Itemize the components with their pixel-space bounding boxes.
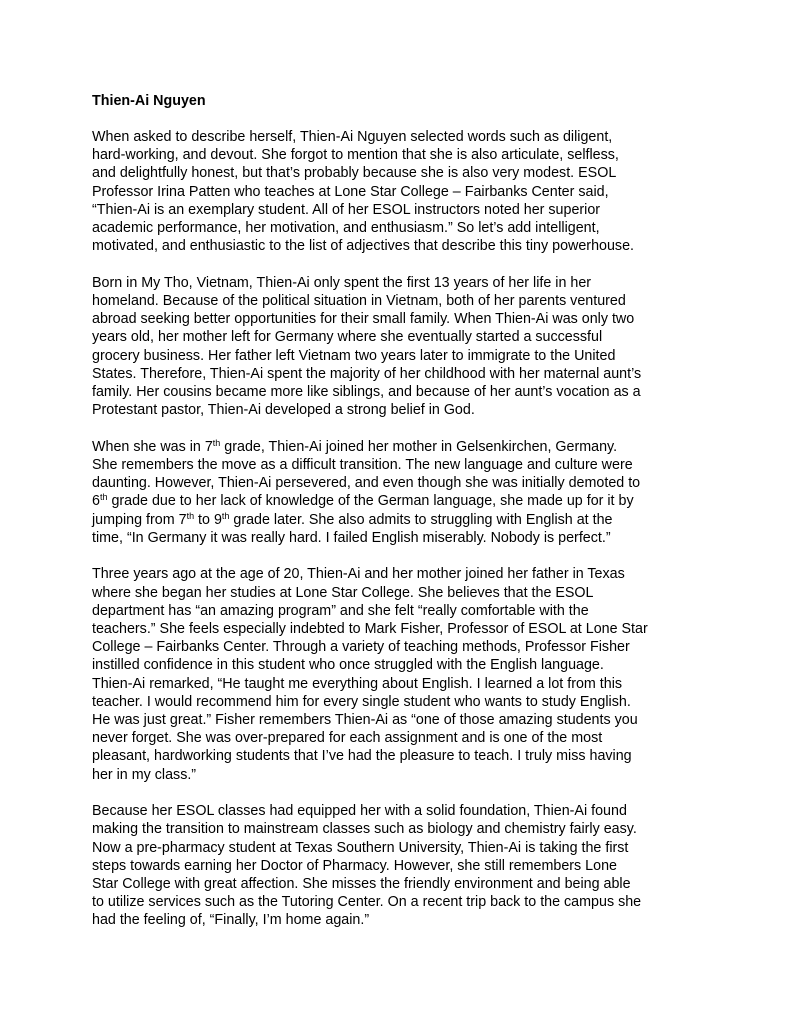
text-line: Three years ago at the age of 20, Thien-Ai and her mother joined her father in Texas: [92, 566, 625, 583]
text-run: jumping from 7: [92, 511, 187, 528]
ordinal-suffix: th: [99, 492, 108, 503]
paragraph-4: [92, 565, 732, 783]
text-run: to 9: [194, 511, 222, 528]
text-line: Professor Irina Patten who teaches at Lone Star College – Fairbanks Center said,: [92, 183, 609, 200]
text-line: [92, 438, 732, 456]
text-line: years old, her mother left for Germany where she eventually started a successful: [92, 329, 603, 346]
text-line: [92, 511, 732, 529]
text-line: Because her ESOL classes had equipped her with a solid foundation, Thien-Ai found: [92, 803, 627, 820]
text-line: homeland. Because of the political situation in Vietnam, both of her parents ventured: [92, 293, 626, 310]
text-line: Thien-Ai remarked, “He taught me everything about English. I learned a lot from this: [92, 675, 623, 692]
text-line: “Thien-Ai is an exemplary student. All of her ESOL instructors noted her superior: [92, 201, 601, 218]
text-line: department has “an amazing program” and she felt “really comfortable with the: [92, 602, 589, 619]
text-line: teacher. I would recommend him for every single student who wants to study English.: [92, 693, 631, 710]
text-line: academic performance, her motivation, and enthusiasm.” So let’s add intelligent,: [92, 220, 600, 237]
text-line: instilled confidence in this student who once struggled with the English language.: [92, 657, 604, 674]
text-line: grocery business. Her father left Vietnam two years later to immigrate to the United: [92, 347, 616, 364]
paragraph-3: [92, 438, 732, 547]
text-run: grade, Thien-Ai joined her mother in Gelsenkirchen, Germany.: [220, 438, 618, 455]
text-line: She remembers the move as a difficult transition. The new language and culture were: [92, 457, 633, 474]
text-line: daunting. However, Thien-Ai persevered, and even though she was initially demoted to: [92, 475, 641, 492]
text-line: Now a pre-pharmacy student at Texas Southern University, Thien-Ai is taking the first: [92, 839, 629, 856]
document-title: Thien-Ai Nguyen: [92, 93, 206, 109]
text-run: When she was in 7: [92, 438, 213, 455]
text-line: her in my class.”: [92, 766, 197, 783]
text-line: time, “In Germany it was really hard. I failed English miserably. Nobody is perfect.”: [92, 529, 611, 546]
text-line: Born in My Tho, Vietnam, Thien-Ai only spent the first 13 years of her life in her: [92, 274, 592, 291]
text-line: motivated, and enthusiastic to the list of adjectives that describe this tiny powerhouse.: [92, 238, 634, 255]
text-line: When asked to describe herself, Thien-Ai Nguyen selected words such as diligent,: [92, 129, 613, 145]
text-line: family. Her cousins became more like siblings, and because of her aunt’s vocation as a: [92, 384, 641, 401]
text-line: College – Fairbanks Center. Through a variety of teaching methods, Professor Fisher: [92, 639, 630, 656]
text-line: abroad seeking better opportunities for their small family. When Thien-Ai was only two: [92, 311, 635, 328]
text-line: had the feeling of, “Finally, I’m home again.”: [92, 912, 370, 929]
text-run: 6: [92, 493, 100, 510]
text-line: Protestant pastor, Thien-Ai developed a strong belief in God.: [92, 402, 475, 419]
ordinal-suffix: th: [221, 510, 230, 521]
text-line: steps towards earning her Doctor of Pharmacy. However, she still remembers Lone: [92, 857, 617, 874]
text-line: never forget. She was over-prepared for each assignment and is one of the most: [92, 730, 603, 747]
text-line: hard-working, and devout. She forgot to mention that she is also articulate, selfless,: [92, 147, 619, 164]
text-line: Star College with great affection. She misses the friendly environment and being able: [92, 876, 631, 893]
text-line: pleasant, hardworking students that I’ve had the pleasure to teach. I truly miss having: [92, 748, 632, 765]
text-line: teachers.” She feels especially indebted to Mark Fisher, Professor of ESOL at Lone Star: [92, 621, 648, 638]
text-line: making the transition to mainstream classes such as biology and chemistry fairly easy.: [92, 821, 637, 838]
text-line: He was just great.” Fisher remembers Thien-Ai as “one of those amazing students you: [92, 712, 638, 729]
paragraph-5: [92, 802, 732, 929]
text-run: grade due to her lack of knowledge of the German language, she made up for it by: [107, 493, 634, 510]
paragraph-1: [92, 128, 732, 255]
ordinal-suffix: th: [186, 510, 195, 521]
text-line: and delightfully honest, but that’s probably because she is also very modest. ESOL: [92, 165, 617, 182]
text-run: grade later. She also admits to struggling with English at the: [229, 511, 613, 528]
text-line: [92, 492, 732, 510]
paragraph-2: [92, 274, 732, 420]
text-line: to utilize services such as the Tutoring Center. On a recent trip back to the campus she: [92, 894, 642, 911]
text-line: States. Therefore, Thien-Ai spent the majority of her childhood with her maternal aunt’s: [92, 365, 642, 382]
text-line: where she began her studies at Lone Star College. She believes that the ESOL: [92, 584, 594, 601]
ordinal-suffix: th: [212, 437, 221, 448]
document-page: [92, 92, 732, 948]
